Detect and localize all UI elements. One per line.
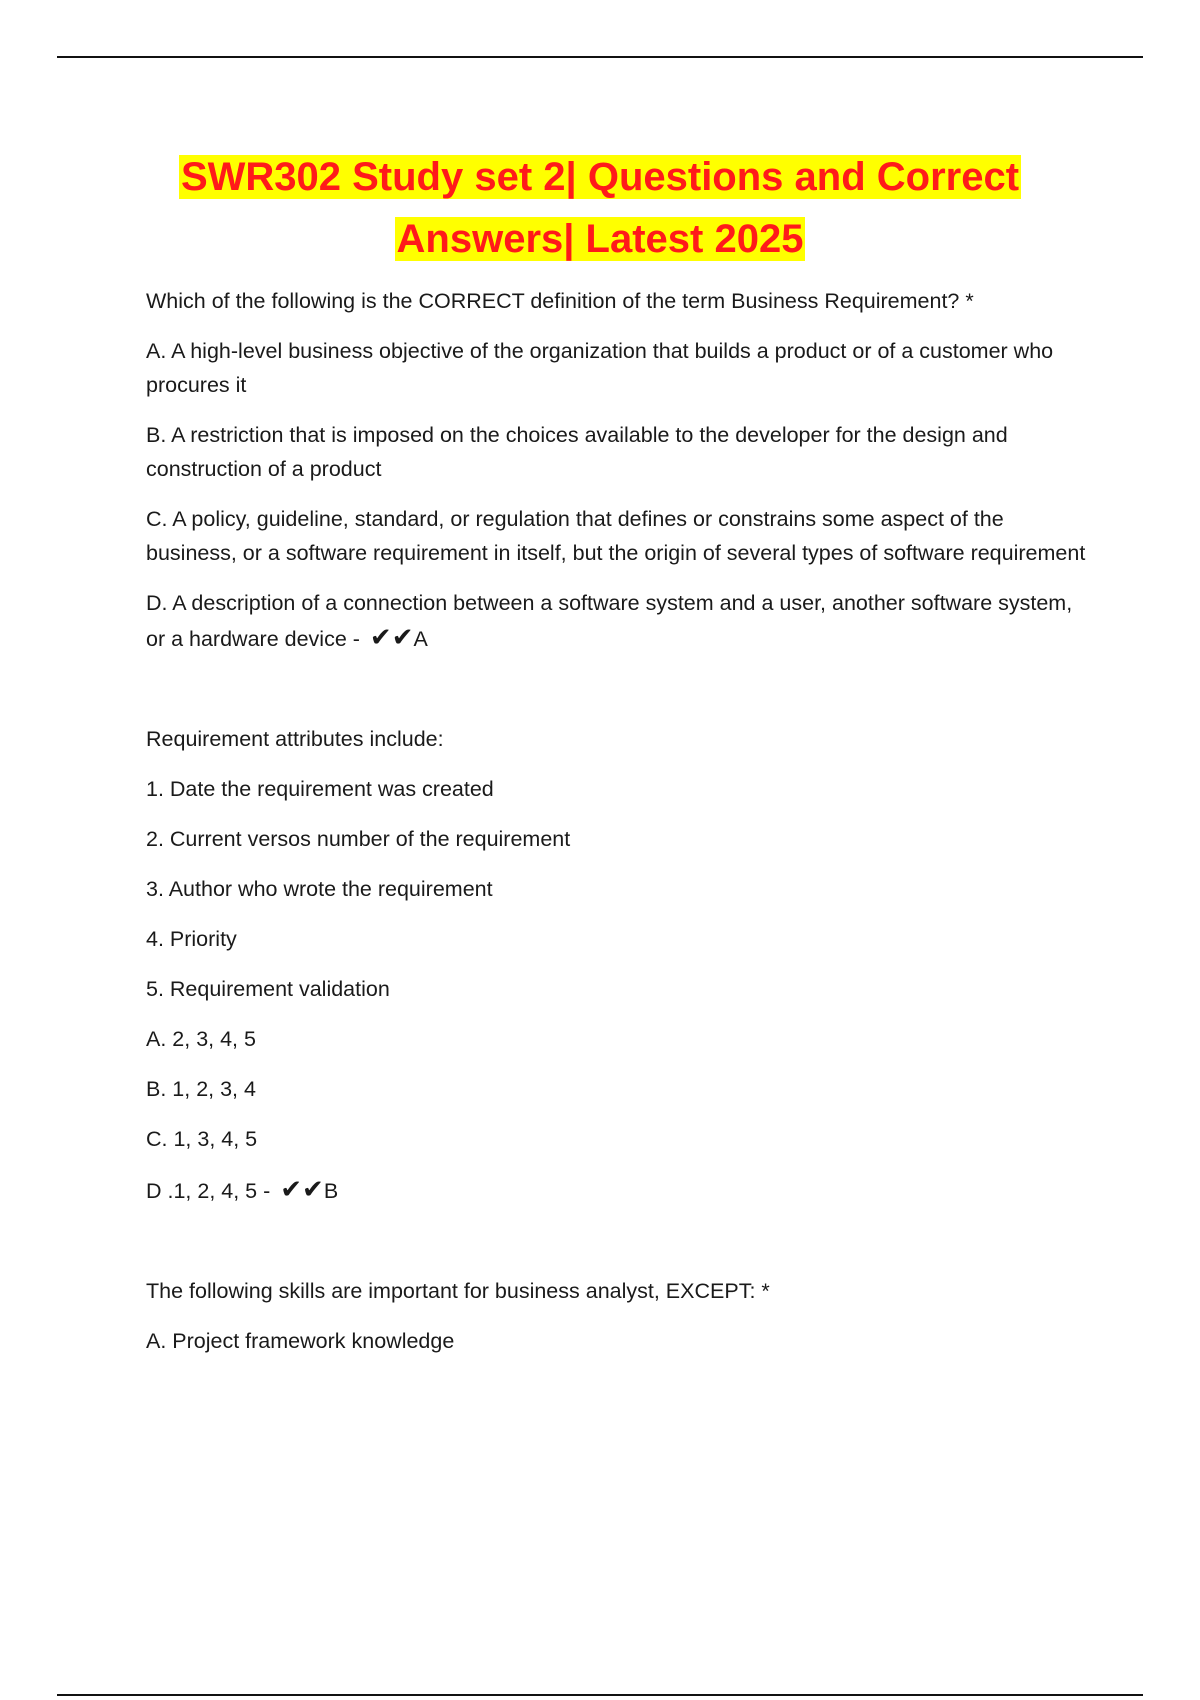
q2-option-b: B. 1, 2, 3, 4: [146, 1077, 256, 1101]
q2-item-3: 3. Author who wrote the requirement: [146, 877, 493, 901]
checkmark-icon: ✔✔: [369, 622, 414, 652]
q1-option-a: A. A high-level business objective of the organization that builds a product or of a customer who procures it: [146, 339, 1054, 397]
q2-item-2: 2. Current versos number of the requirement: [146, 827, 571, 851]
title-line-1: SWR302 Study set 2| Questions and Correct: [180, 155, 1020, 199]
title-line-2: Answers| Latest 2025: [396, 217, 804, 261]
q1-question: Which of the following is the CORRECT definition of the term Business Requirement? *: [146, 289, 974, 313]
document-body: [146, 284, 1086, 1374]
q2-option-d-text: D .1, 2, 4, 5 -: [146, 1179, 271, 1203]
q2-option-c: C. 1, 3, 4, 5: [146, 1127, 258, 1151]
spacer: [146, 1224, 1086, 1274]
bottom-rule: [57, 1694, 1143, 1696]
q3-question: The following skills are important for business analyst, EXCEPT: *: [146, 1279, 770, 1303]
q2-item-1: 1. Date the requirement was created: [146, 777, 494, 801]
q1-option-d-text: D. A description of a connection between a software system and a user, another software system, or a hardware device -: [146, 591, 1073, 651]
q2-answer: B: [323, 1179, 339, 1203]
q3-option-a: A. Project framework knowledge: [146, 1329, 455, 1353]
top-rule: [57, 56, 1143, 58]
spacer: [146, 672, 1086, 722]
q1-option-c: C. A policy, guideline, standard, or regulation that defines or constrains some aspect of the business, or a software requirement in itself, but the origin of several types of software requirement: [146, 507, 1086, 565]
q1-option-d: [146, 586, 1086, 656]
q2-question: Requirement attributes include:: [146, 727, 444, 751]
q2-item-4: 4. Priority: [146, 927, 237, 951]
q2-option-d: [146, 1172, 1086, 1208]
document-title: [0, 146, 1200, 270]
q2-item-5: 5. Requirement validation: [146, 977, 390, 1001]
q1-option-b: B. A restriction that is imposed on the choices available to the developer for the design and construction of a product: [146, 423, 1008, 481]
checkmark-icon: ✔✔: [280, 1174, 324, 1204]
q1-answer: A: [413, 627, 428, 651]
q2-option-a: A. 2, 3, 4, 5: [146, 1027, 256, 1051]
